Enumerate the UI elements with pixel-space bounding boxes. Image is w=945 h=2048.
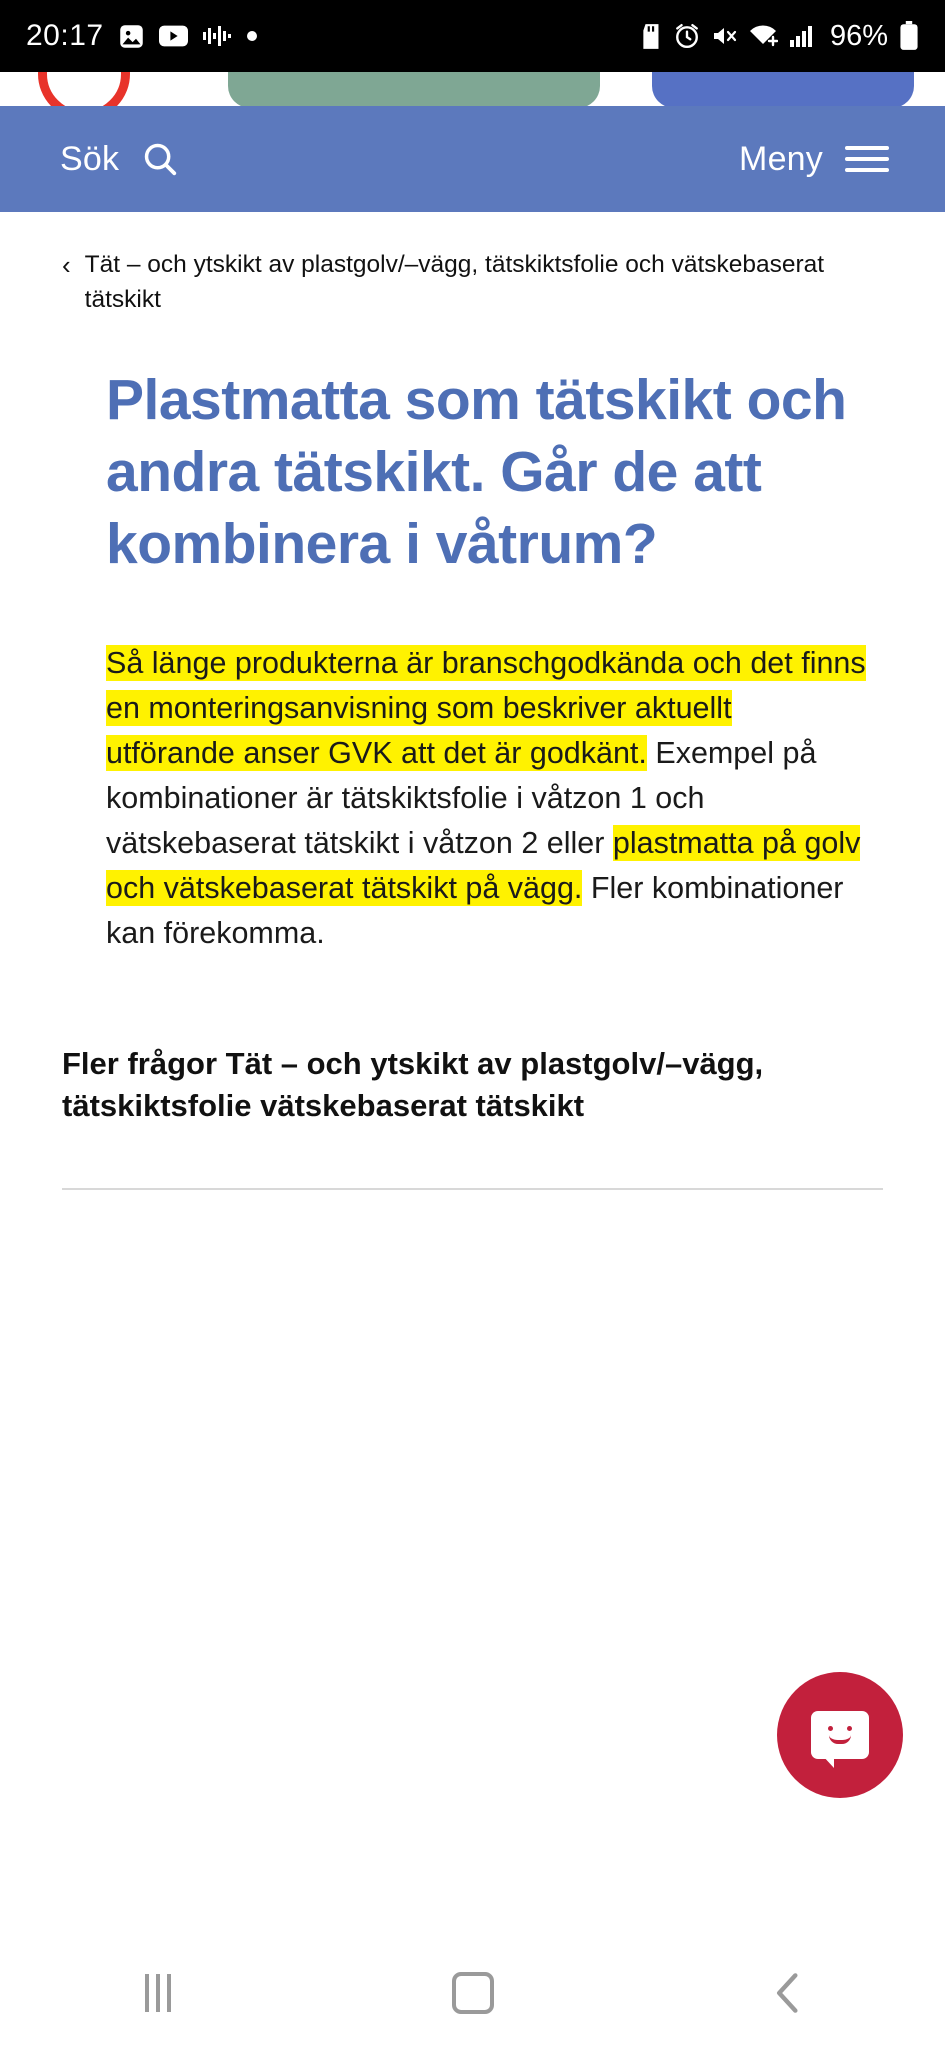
- plain-text-1: Exempel på kombinationer är tätskiktsfolie i våtzon 1 och vätskebaserat tätskikt i våtzon 2 eller: [106, 735, 817, 861]
- breadcrumb-label[interactable]: Tät – och ytskikt av plastgolv/–vägg, tätskiktsfolie och vätskebaserat tätskikt: [84, 251, 825, 313]
- browser-tab-strip[interactable]: [0, 72, 945, 106]
- more-questions-heading: Fler frågor Tät – och ytskikt av plastgolv/–vägg, tätskiktsfolie vätskebaserat tätskikt: [62, 1045, 764, 1124]
- dot-indicator-icon: [246, 30, 258, 42]
- status-bar-left: [26, 19, 258, 53]
- youtube-icon: [159, 25, 188, 47]
- browser-tab-2[interactable]: [228, 72, 600, 106]
- chat-button[interactable]: [777, 1672, 903, 1798]
- page-content: [0, 212, 945, 1938]
- plain-text-2: Fler kombinationer kan förekomma.: [106, 871, 844, 951]
- status-bar: [0, 0, 945, 72]
- alarm-icon: [674, 23, 700, 49]
- article-body: [0, 641, 945, 957]
- sd-card-icon: [641, 23, 663, 50]
- article-paragraph: [106, 641, 867, 957]
- site-header: [0, 106, 945, 212]
- hamburger-icon[interactable]: [845, 146, 889, 172]
- highlighted-text-2: plastmatta på golv och vätskebaserat tätskikt på vägg.: [106, 826, 861, 906]
- section-divider: [62, 1188, 883, 1190]
- home-icon: [452, 1972, 494, 2014]
- menu-button[interactable]: [739, 140, 889, 179]
- highlighted-text-1: Så länge produkterna är branschgodkända och det finns en monteringsanvisning som beskriver aktuellt utförande anser GVK att det är godkänt.: [106, 645, 866, 770]
- search-button[interactable]: [60, 140, 179, 179]
- android-nav-bar: [0, 1938, 945, 2048]
- search-label: Sök: [60, 139, 120, 178]
- chat-smiley-icon: [811, 1711, 869, 1759]
- breadcrumb[interactable]: [0, 212, 945, 318]
- audio-waveform-icon: [202, 24, 232, 48]
- search-icon[interactable]: [141, 140, 179, 178]
- menu-label: Meny: [739, 139, 823, 178]
- gallery-icon: [118, 23, 145, 50]
- chevron-left-icon[interactable]: ‹: [62, 250, 71, 280]
- home-button[interactable]: [413, 1958, 533, 2028]
- signal-icon: [789, 24, 815, 48]
- browser-tab-1[interactable]: [38, 72, 130, 106]
- mute-icon: [711, 24, 737, 48]
- wifi-icon: [748, 24, 778, 48]
- smiley-face: [823, 1724, 857, 1746]
- status-bar-right: [641, 20, 919, 53]
- browser-tab-3[interactable]: [652, 72, 914, 106]
- back-icon: [770, 1971, 806, 2015]
- battery-icon: [899, 21, 919, 51]
- back-button[interactable]: [728, 1958, 848, 2028]
- battery-percent-label: 96%: [829, 19, 888, 52]
- recents-button[interactable]: [98, 1958, 218, 2028]
- status-clock: 20:17: [26, 19, 104, 52]
- recents-icon: [145, 1974, 171, 2012]
- page-title: Plastmatta som tätskikt och andra tätskikt. Går de att kombinera i våtrum?: [106, 367, 847, 577]
